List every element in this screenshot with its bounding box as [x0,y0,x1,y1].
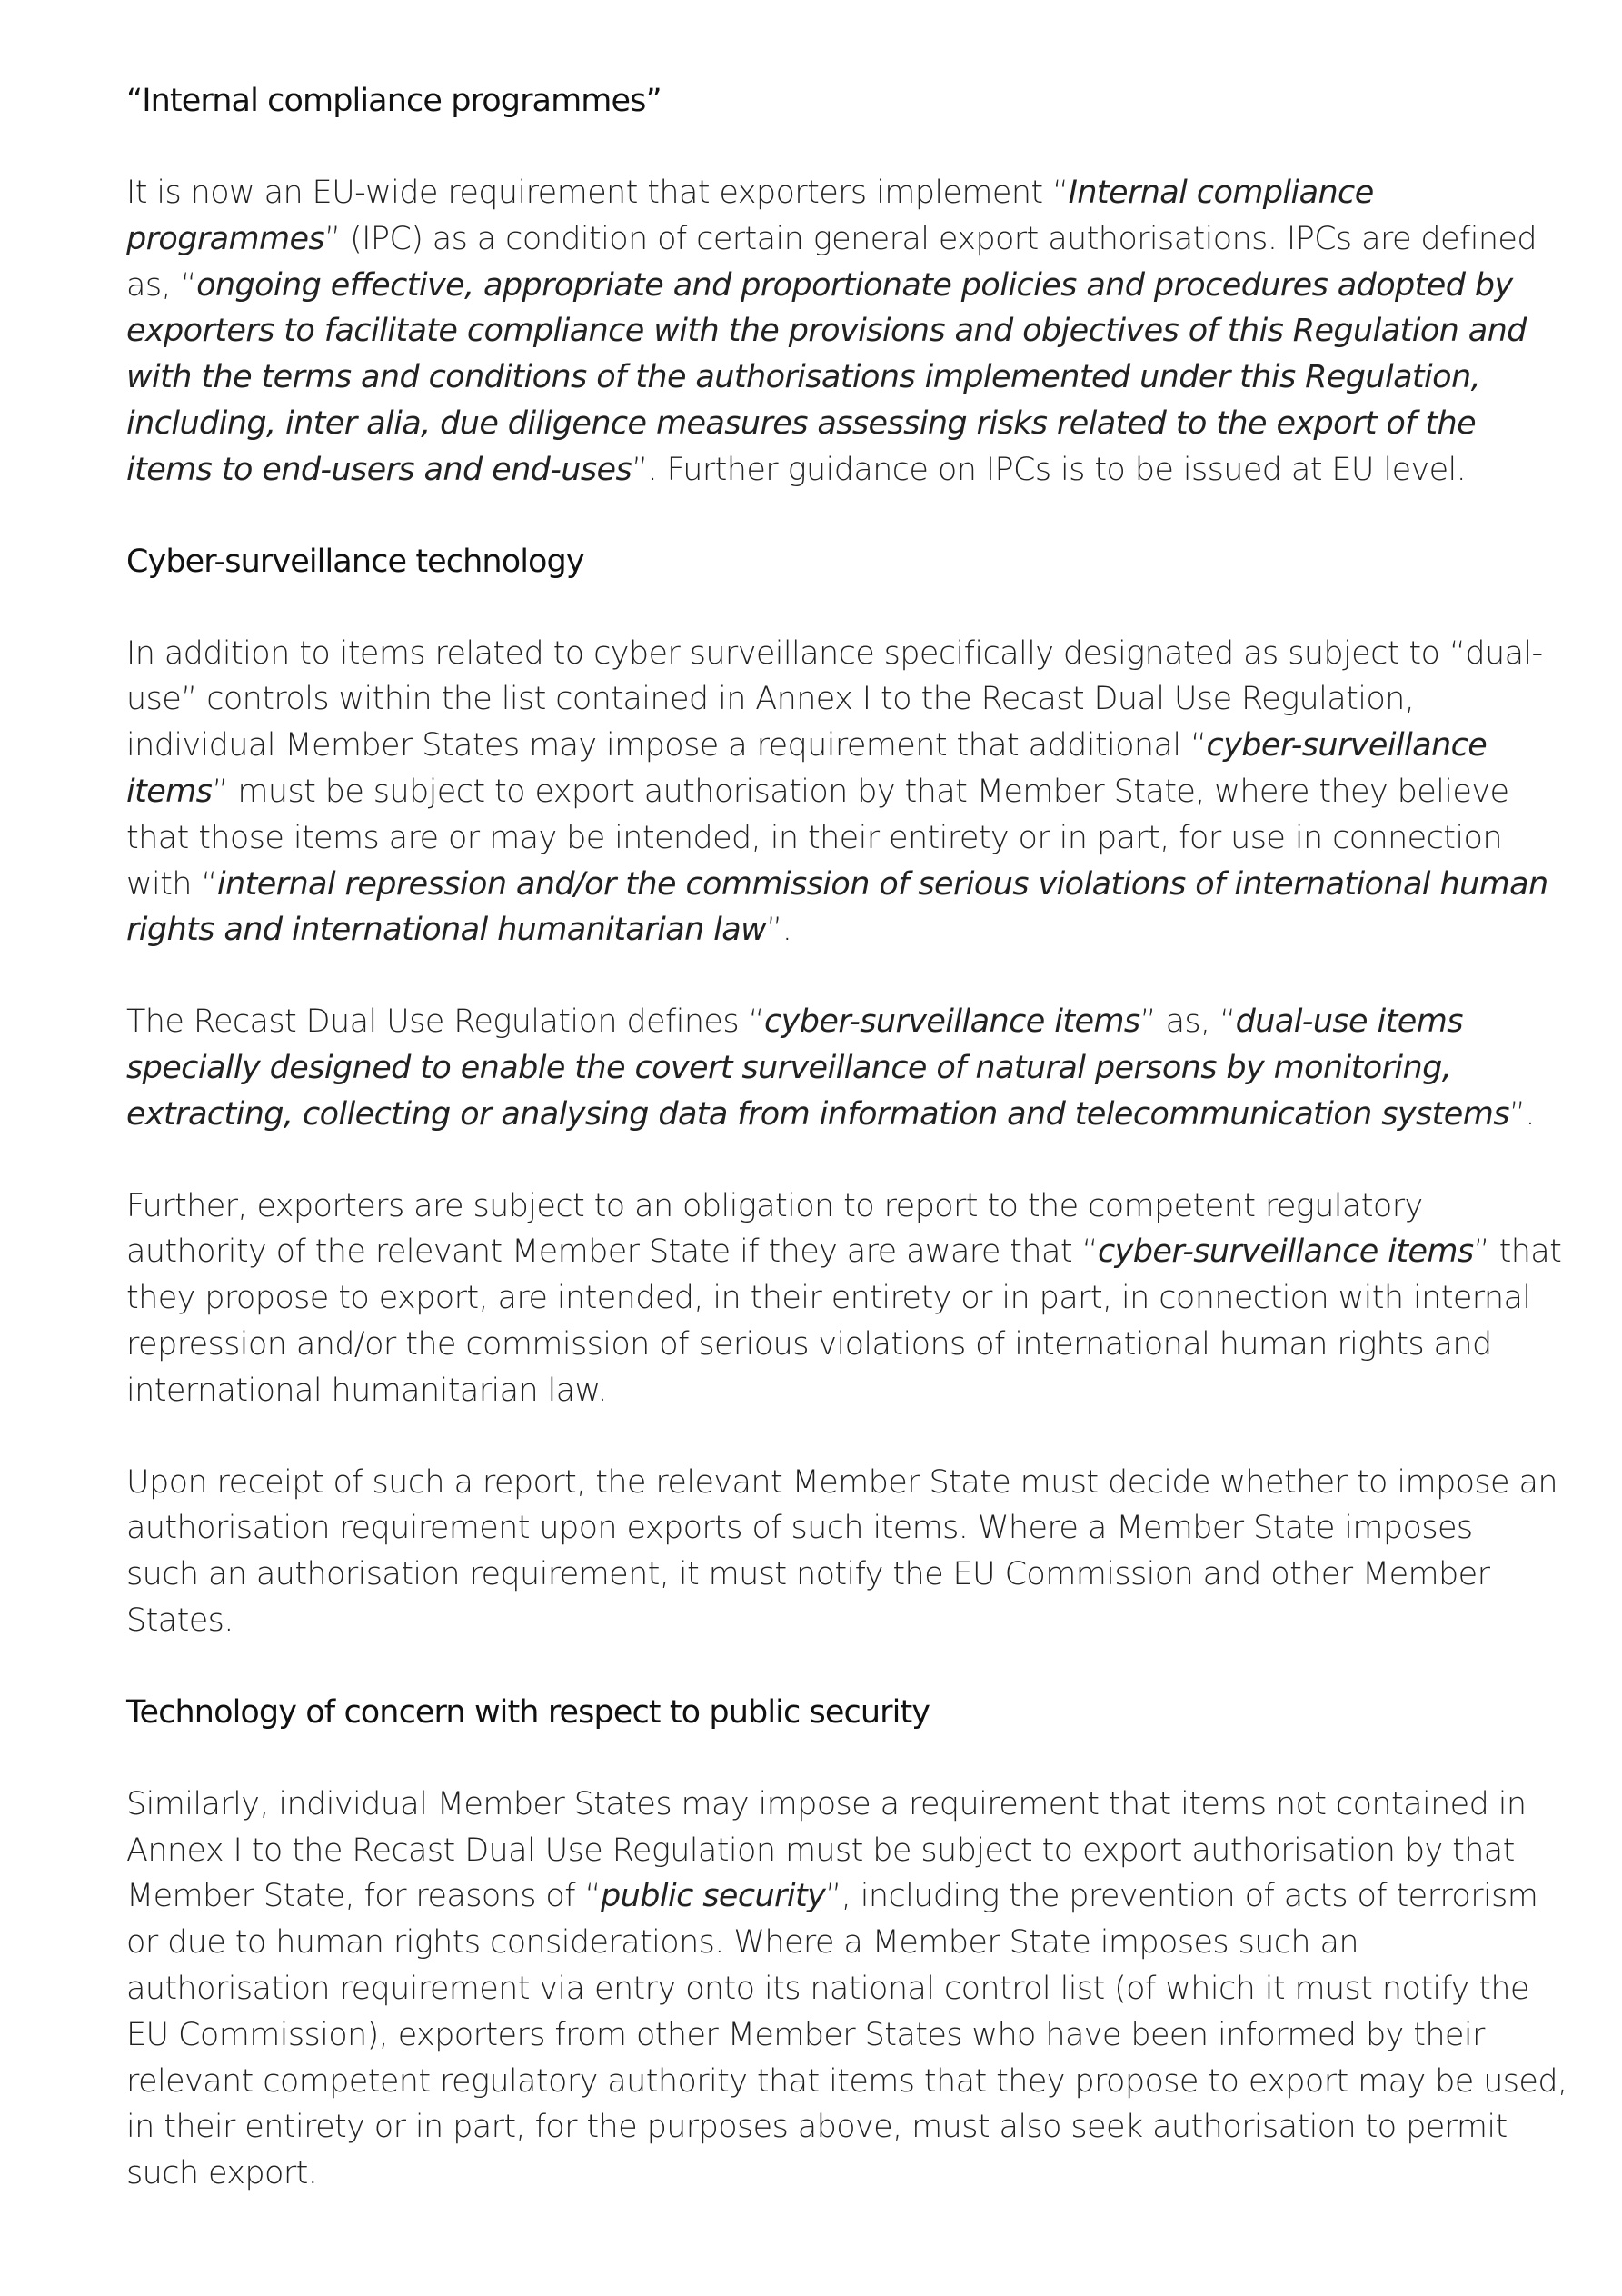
text-run: such export. [126,2155,318,2192]
text-line [126,769,1513,815]
text-line [126,401,1513,447]
text-run: they propose to export, are intended, in their entirety or in part, in connection with internal [126,1280,1531,1317]
text-run: authorisation requirement upon exports of such items. Where a Member State imposes [126,1510,1473,1547]
text-run: ”. [1508,1095,1535,1133]
text-line [126,2104,1513,2151]
text-line [126,1183,1513,1230]
text-run: ”. [766,912,792,949]
italic-quote-text: public security [601,1878,826,1915]
body-paragraph [126,170,1537,494]
text-line [126,1828,1513,1874]
italic-quote-text: items to end-users and end-uses [126,451,632,488]
section-heading: Cyber-surveillance technology [126,543,584,580]
text-line [126,1505,1513,1552]
text-run: ” that [1473,1233,1562,1271]
text-line [126,263,1513,309]
text-line [126,862,1548,908]
italic-quote-text: ongoing effective, appropriate and proportionate policies and procedures adopted by [196,266,1513,304]
text-line [126,308,1527,354]
text-line [126,1322,1513,1368]
text-run: Annex I to the Recast Dual Use Regulation must be subject to export authorisation by that [126,1832,1515,1869]
text-run: individual Member States may impose a requirement that additional “ [126,727,1207,764]
text-run: authority of the relevant Member State if they are aware that “ [126,1233,1099,1271]
text-run: EU Commission), exporters from other Member States who have been informed by their [126,2016,1485,2053]
text-run: as, “ [126,266,197,304]
text-line [126,354,1513,401]
text-run: In addition to items related to cyber surveillance specifically designated as subject to “dual- [126,634,1543,672]
text-line [126,1275,1531,1322]
text-line [126,631,1543,677]
text-run: with “ [126,865,217,903]
text-run: ”, including the prevention of acts of terrorism [825,1878,1538,1915]
text-line [126,2059,1567,2105]
text-run: ” must be subject to export authorisation by that Member State, where they believe [212,773,1509,810]
text-line [126,1782,1527,1828]
italic-quote-text: with the terms and conditions of the authorisations implemented under this Regulation, [126,359,1481,396]
italic-quote-text: dual-use items [1235,1003,1463,1041]
italic-quote-text: programmes [126,220,325,257]
text-run: authorisation requirement via entry onto its national control list (of which it must notify the [126,1970,1529,2007]
text-line [126,907,1513,953]
italic-quote-text: items [126,773,213,810]
text-line [126,1092,1535,1138]
text-line [126,1368,1513,1414]
text-run: Further, exporters are subject to an obligation to report to the competent regulatory [126,1187,1423,1224]
body-paragraph [126,631,1548,954]
section-heading: Technology of concern with respect to public security [126,1693,930,1731]
italic-quote-text: cyber-surveillance items [764,1003,1140,1041]
text-line [126,216,1537,263]
text-run: ” as, “ [1139,1003,1236,1041]
text-line [126,2151,1513,2197]
body-paragraph [126,999,1535,1137]
text-line [126,999,1513,1045]
text-line [126,676,1513,723]
text-run: in their entirety or in part, for the purposes above, must also seek authorisation to permit [126,2109,1508,2146]
text-run: ” (IPC) as a condition of certain general export authorisations. IPCs are defined [324,220,1537,257]
body-paragraph [126,1460,1557,1644]
text-line [126,1229,1562,1275]
italic-quote-text: internal repression and/or the commission of serious violations of international human [216,865,1548,903]
italic-quote-text: extracting, collecting or analysing data from information and telecommunication systems [126,1095,1509,1133]
italic-quote-text: cyber-surveillance [1206,727,1488,764]
text-run: use” controls within the list contained in Annex I to the Recast Dual Use Regulation, [126,681,1415,718]
body-paragraph [126,1183,1562,1414]
text-line [126,170,1513,216]
text-run: It is now an EU-wide requirement that exporters implement “ [126,175,1069,211]
text-run: or due to human rights considerations. Where a Member State imposes such an [126,1924,1358,1962]
text-run: Upon receipt of such a report, the relevant Member State must decide whether to impose an [126,1463,1557,1501]
text-line [126,1460,1557,1506]
italic-quote-text: cyber-surveillance items [1098,1233,1474,1271]
text-run: Member State, for reasons of “ [126,1878,602,1915]
text-run: relevant competent regulatory authority that items that they propose to export may be used, [126,2062,1567,2100]
italic-quote-text: specially designed to enable the covert surveillance of natural persons by monitoring, [126,1049,1452,1086]
text-run: ”. Further guidance on IPCs is to be issued at EU level. [632,451,1467,488]
text-run: repression and/or the commission of serious violations of international human rights and [126,1325,1492,1363]
text-line [126,723,1513,769]
text-line [126,815,1513,862]
italic-quote-text: Internal compliance [1068,175,1374,211]
text-run: The Recast Dual Use Regulation defines “ [126,1003,765,1041]
text-run: such an authorisation requirement, it must notify the EU Commission and other Member [126,1556,1490,1593]
text-line [126,1966,1529,2012]
italic-quote-text: including, inter alia, due diligence measures assessing risks related to the export of the [126,404,1477,442]
italic-quote-text: rights and international humanitarian law [126,912,767,949]
text-line [126,447,1513,494]
text-line [126,2012,1513,2059]
text-line [126,1045,1513,1092]
text-line [126,1873,1538,1920]
text-run: Similarly, individual Member States may impose a requirement that items not contained in [126,1785,1527,1822]
text-run: States. [126,1602,234,1639]
italic-quote-text: exporters to facilitate compliance with the provisions and objectives of this Regulation and [126,313,1527,350]
body-paragraph [126,1782,1567,2197]
text-line [126,1552,1513,1598]
text-line [126,1920,1513,1966]
text-run: international humanitarian law. [126,1372,607,1409]
text-line [126,1598,1513,1644]
text-run: that those items are or may be intended, in their entirety or in part, for use in connection [126,819,1502,856]
section-heading: “Internal compliance programmes” [126,83,662,119]
